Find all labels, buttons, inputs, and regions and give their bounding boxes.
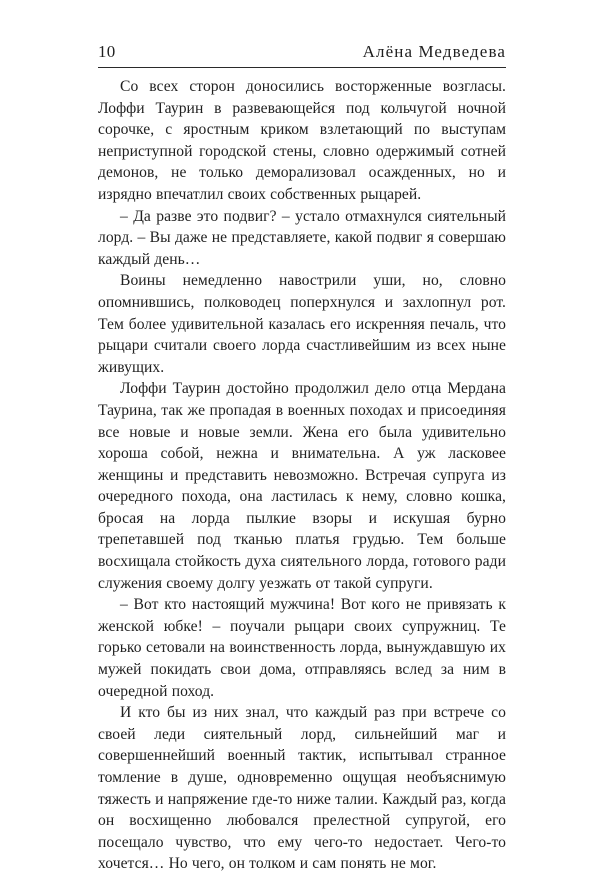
header-divider (98, 67, 506, 68)
paragraph: – Вот кто настоящий мужчина! Вот кого не привязать к женской юбке! – поучали рыцари своих супружниц. Те горько сетовали на воинственность лорда, вынуждавшую их мужей покидать свои дома, отправляясь вслед за ним в очередной поход. (98, 596, 506, 700)
paragraph: Лоффи Таурин достойно продолжил дело отца Мердана Таурина, так же пропадая в военных походах и присоединяя все новые и новые земли. Жена его была удивительно хороша собой, нежна и внимательна. А уж ласковее женщины и представить невозможно. Встречая супруга из очередного похода, она ластилась к нему, словно кошка, бросая на лорда пылкие взоры и искушая бурно трепетавшей под тканью платья грудью. Тем больше восхищала стойкость духа сиятельного лорда, готового ради служения своему долгу уезжать от такой супруги. (98, 380, 506, 592)
author-name: Алёна Медведева (362, 42, 506, 61)
paragraph: Со всех сторон доносились восторженные возгласы. Лоффи Таурин в развевающейся под кольчугой ночной сорочке, с яростным криком взлетающий по выступам неприступной городской стены, словно одержимый сотней демонов, не только деморализовал осажденных, но и изрядно впечатлил своих собственных рыцарей. (98, 78, 506, 203)
page-number: 10 (98, 42, 116, 61)
running-header (98, 42, 506, 64)
body-text (98, 76, 506, 875)
paragraph: И кто бы из них знал, что каждый раз при встрече со своей леди сиятельный лорд, сильнейший маг и совершеннейший военный тактик, испытывал странное томление в душе, одновременно ощущая необъяснимую тяжесть и напряжение где-то ниже талии. Каждый раз, когда он восхищенно любовался прелестной супругой, его посещало чувство, что ему чего-то недостает. Чего-то хочется… Но чего, он толком и сам понять не мог. (98, 704, 506, 873)
paragraph: Воины немедленно навострили уши, но, словно опомнившись, полководец поперхнулся и захлопнул рот. Тем более удивительной казалась его искренняя печаль, что рыцари считали своего лорда счастливейшим из всех ныне живущих. (98, 272, 506, 376)
paragraph: – Да разве это подвиг? – устало отмахнулся сиятельный лорд. – Вы даже не представляете, какой подвиг я совершаю каждый день… (98, 207, 506, 268)
